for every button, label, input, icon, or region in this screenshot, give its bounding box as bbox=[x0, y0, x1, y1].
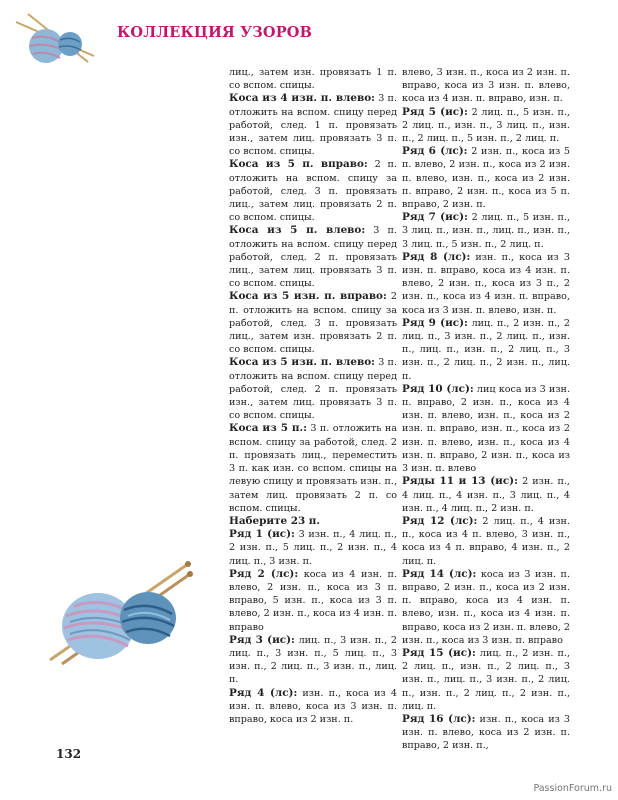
paragraph bbox=[402, 66, 570, 106]
paragraph-heading: Ряд 1 (ис): bbox=[229, 528, 295, 541]
text-column-left bbox=[229, 66, 397, 726]
section-title: КОЛЛЕКЦИЯ УЗОРОВ bbox=[117, 24, 313, 41]
paragraph-heading: Коса из 4 изн. п. влево: bbox=[229, 92, 375, 105]
paragraph-text: коса из 3 изн. п. вправо, 2 изн. п., коса из 2 изн. п. вправо, коса из 4 изн. п. влево, изн. п., коса из 4 изн. п. вправо, коса из 2 изн. п. влево, 2 изн. п., коса из 3 изн. п. вправо bbox=[402, 568, 571, 646]
paragraph-text: изн. п., коса из 3 изн. п. влево, коса из 2 изн. п. вправо, 2 изн. п., bbox=[402, 713, 570, 752]
paragraph-text: влево, 3 изн. п., коса из 2 изн. п. вправо, коса из 3 изн. п. влево, коса из 4 изн. п. вправо, изн. п. bbox=[402, 67, 570, 105]
paragraph-text: 2 изн. п., 4 лиц. п., 4 изн. п., 3 лиц. п., 4 изн. п., 4 лиц. п., 2 изн. п. bbox=[402, 476, 570, 514]
paragraph-heading: Коса из 5 п.: bbox=[229, 422, 307, 435]
paragraph-heading: Ряд 7 (ис): bbox=[402, 211, 468, 224]
paragraph-text: лиц. п., 3 изн. п., 2 лиц. п., 3 изн. п., 5 лиц. п., 3 изн. п., 2 лиц. п., 3 изн. п., лиц. п. bbox=[229, 634, 397, 686]
paragraph bbox=[229, 356, 397, 422]
yarn-balls-small-image bbox=[8, 8, 98, 70]
paragraph bbox=[229, 634, 397, 687]
paragraph-text: 3 п. отложить на вспом. спицу за работой, след. 2 п. провязать лиц., переместить 3 п. как изн. со вспом. спицы на левую спицу и провязать изн. п., затем лиц. провязать 2 п. со вспом. спицы. bbox=[229, 423, 397, 514]
paragraph-heading: Ряд 10 (лс): bbox=[402, 382, 474, 395]
paragraph-text: коса из 4 изн. п. влево, 2 изн. п., коса из 3 п. вправо, 5 изн. п., коса из 3 п. влево, 2 изн. п., коса из 4 изн. п. вправо bbox=[229, 568, 398, 633]
paragraph-heading: Ряд 2 (лс): bbox=[229, 567, 299, 580]
paragraph-heading: Ряд 14 (лс): bbox=[402, 567, 477, 580]
paragraph-heading: Ряд 12 (лс): bbox=[402, 514, 478, 527]
paragraph-heading: Ряд 9 (ис): bbox=[402, 316, 468, 329]
paragraph-text: лиц. п., 2 изн. п., 2 лиц. п., 3 изн. п., 2 лиц. п., изн. п., лиц. п., изн. п., 2 лиц. п., 3 изн. п., 2 лиц. п., 2 изн. п., лиц. п. bbox=[402, 317, 570, 382]
paragraph bbox=[229, 92, 397, 158]
watermark: PassionForum.ru bbox=[533, 783, 612, 794]
paragraph-text: изн. п., коса из 3 изн. п. вправо, коса из 4 изн. п. влево, 2 изн. п., коса из 3 п., 2 изн. п., коса из 4 изн. п. вправо, коса из 3 изн. п. влево, изн. п. bbox=[402, 251, 570, 316]
paragraph bbox=[229, 422, 397, 514]
paragraph-text: лиц коса из 3 изн. п. вправо, 2 изн. п., коса из 4 изн. п. влево, изн. п., коса из 2 изн. п. вправо, изн. п., коса из 2 изн. п. влево, изн. п., коса из 4 изн. п. вправо, 2 изн. п., коса из 3 изн. п. влево bbox=[402, 383, 570, 475]
paragraph-text: 2 изн. п., коса из 5 п. влево, 2 изн. п., коса из 2 изн. п. влево, изн. п., коса из 2 изн. п. вправо, 2 изн. п., коса из 5 п. вправо, 2 изн. п. bbox=[402, 146, 571, 211]
paragraph-text: 3 изн. п., 4 лиц. п., 2 изн. п., 5 лиц. п., 2 изн. п., 4 лиц. п., 3 изн. п. bbox=[229, 529, 397, 567]
page-number: 132 bbox=[56, 747, 82, 761]
paragraph-heading: Наберите 23 п. bbox=[229, 514, 321, 527]
paragraph-heading: Ряд 3 (ис): bbox=[229, 633, 295, 646]
paragraph-heading: Ряд 15 (ис): bbox=[402, 646, 476, 659]
paragraph-text: 2 п. отложить на вспом. спицу за работой, след. 3 п. провязать лиц., затем лиц. провязать 2 п. со вспом. спицы. bbox=[229, 159, 397, 224]
paragraph-text: 2 п. отложить на вспом. спицу за работой, след. 3 п. провязать лиц., затем изн. провязать 2 п. со вспом. спицы. bbox=[229, 291, 397, 356]
paragraph-heading: Ряд 5 (ис): bbox=[402, 105, 468, 118]
paragraph bbox=[229, 515, 397, 528]
paragraph-text: 3 п. отложить на вспом. спицу перед работой, след. 1 п. провязать изн., затем лиц. провязать 3 п. со вспом. спицы. bbox=[229, 93, 397, 158]
paragraph bbox=[402, 647, 570, 713]
paragraph-heading: Ряд 6 (лс): bbox=[402, 145, 468, 158]
paragraph-text: 2 лиц. п., 5 изн. п., 3 лиц. п., изн. п., лиц. п., изн. п., 3 лиц. п., 5 изн. п., 2 лиц. п. bbox=[402, 212, 570, 250]
paragraph bbox=[402, 568, 570, 647]
paragraph bbox=[402, 475, 570, 515]
paragraph bbox=[229, 528, 397, 568]
paragraph-text: изн. п., коса из 4 изн. п. влево, коса из 3 изн. п. вправо, коса из 2 изн. п. bbox=[229, 687, 397, 725]
paragraph-heading: Коса из 5 изн. п. вправо: bbox=[229, 290, 387, 303]
paragraph-text: лиц. п., 2 изн. п., 2 лиц. п., изн. п., 2 лиц. п., 3 изн. п., лиц. п., 3 изн. п., 2 лиц. п., изн. п., 2 лиц. п., 2 изн. п., лиц. п. bbox=[402, 647, 571, 712]
paragraph bbox=[229, 66, 397, 92]
paragraph bbox=[402, 145, 570, 211]
paragraph bbox=[402, 383, 570, 475]
paragraph bbox=[402, 106, 570, 146]
paragraph bbox=[229, 224, 397, 290]
paragraph-text: 2 лиц. п., 4 изн. п., коса из 4 п. влево, 3 изн. п., коса из 4 п. вправо, 4 изн. п., 2 лиц. п. bbox=[402, 515, 570, 567]
paragraph-heading: Ряд 8 (лс): bbox=[402, 250, 471, 263]
paragraph-heading: Ряд 4 (лс): bbox=[229, 686, 298, 699]
paragraph bbox=[402, 251, 570, 317]
paragraph bbox=[229, 568, 397, 634]
paragraph bbox=[402, 515, 570, 568]
paragraph-heading: Коса из 5 п. вправо: bbox=[229, 158, 368, 171]
paragraph-text: 3 п. отложить на вспом. спицу перед работой, след. 2 п. провязать изн., затем лиц. провязать 3 п. со вспом. спицы. bbox=[229, 357, 397, 422]
paragraph-heading: Ряды 11 и 13 (ис): bbox=[402, 475, 518, 488]
paragraph bbox=[229, 158, 397, 224]
paragraph bbox=[229, 687, 397, 727]
paragraph-text: лиц., затем изн. провязать 1 п. со вспом. спицы. bbox=[229, 67, 397, 92]
paragraph bbox=[229, 290, 397, 356]
paragraph-heading: Коса из 5 п. влево: bbox=[229, 224, 366, 237]
paragraph bbox=[402, 317, 570, 383]
paragraph-heading: Ряд 16 (лс): bbox=[402, 712, 476, 725]
paragraph-text: 2 лиц. п., 5 изн. п., 2 лиц. п., изн. п., 3 лиц. п., изн. п., 2 лиц. п., 5 изн. п., 2 лиц. п. bbox=[402, 106, 570, 145]
paragraph bbox=[402, 211, 570, 251]
text-column-right bbox=[402, 66, 570, 753]
yarn-balls-image bbox=[40, 560, 195, 670]
paragraph-heading: Коса из 5 изн. п. влево: bbox=[229, 356, 375, 369]
paragraph bbox=[402, 713, 570, 753]
paragraph-text: 3 п. отложить на вспом. спицу перед работой, след. 2 п. провязать лиц., затем лиц. провязать 3 п. со вспом. спицы. bbox=[229, 225, 397, 290]
